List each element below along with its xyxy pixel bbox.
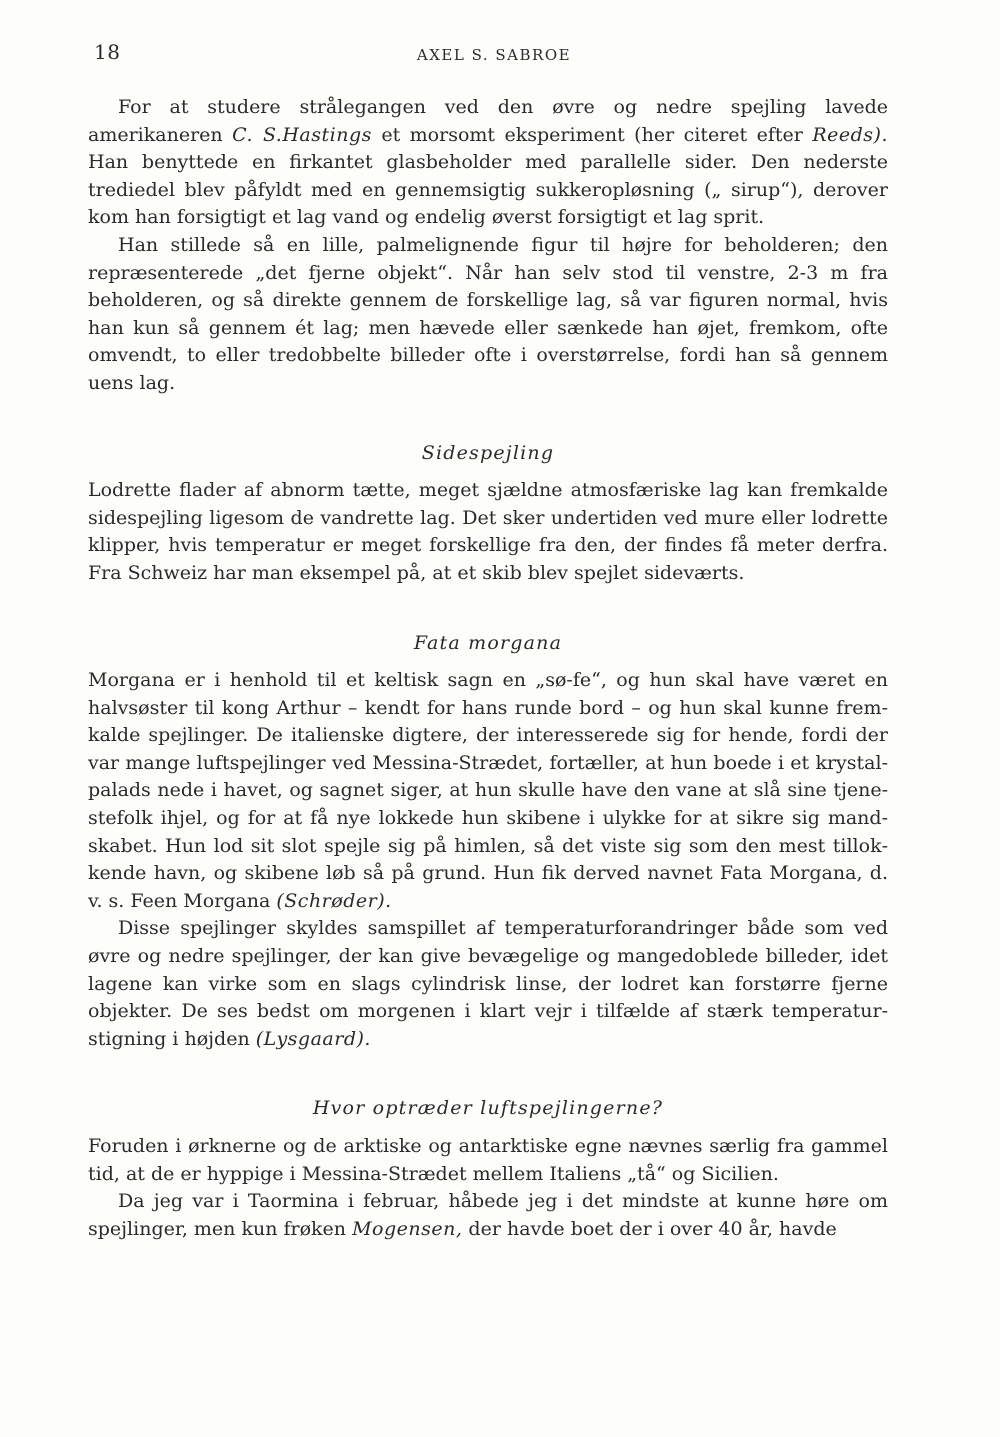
author-reference-hastings: C. S.Hastings	[232, 123, 372, 146]
text-run: Morgana er i henhold til et keltisk sagn en „sø-fe“, og hun skal have været en halvsøster til kong Arthur – kendt for hans runde bord – og hun skal kunne fremkalde spejlinger. De italienske digtere, der interesserede sig for hende, fordi der var mange luftspejlinger ved Messina-Strædet, fortæller, at hun boede i et krystalpalads nede i havet, og sagnet siger, at hun skulle have den vane at slå sine tjenestefolk ihjel, og for at få nye lokkede hun skibene i ulykke for at sikre sig mandskabet. Hun lod sit slot spejle sig på himlen, så det viste sig som den mest tillokkende havn, og skibene løb så på grund. Hun fik derved navnet Fata Morgana, d. v. s. Feen Morgana	[88, 669, 888, 912]
body-text	[88, 94, 888, 1243]
text-run: Disse spejlinger skyldes samspillet af temperaturforandringer både som ved øvre og nedre spejlinger, der kan give bevægelige og mangedoblede billeder, idet lagene kan virke som en slags cylindrisk linse, der lodret kan forstørre fjerne objekter. De ses bedst om morgenen i klart vejr i tilfælde af stærk temperaturstigning i højden	[88, 917, 888, 1050]
page-number: 18	[94, 40, 121, 64]
paragraph-taormina	[88, 1188, 888, 1243]
paragraph-hastings-experiment	[88, 94, 888, 232]
section-heading-sidespejling: Sidespejling	[421, 441, 555, 464]
text-run: et morsomt eksperiment (her citeret efter	[371, 123, 813, 146]
paragraph-sidespejling: Lodrette flader af abnorm tætte, meget sjældne atmosfæriske lag kan fremkalde sidespejling ligesom de vandrette lag. Det sker undertiden ved mure eller lodrette klipper, hvis temperatur er meget forskellige fra den, der findes få meter derfra. Fra Schweiz har man eksempel på, at et skib blev spejlet sideværts.	[88, 479, 888, 584]
author-reference-reeds: Reeds).	[812, 123, 888, 146]
text-run: der havde boet der i over 40 år, havde	[462, 1217, 837, 1240]
paragraph-temperature-changes	[88, 915, 888, 1053]
author-reference-lysgaard: (Lysgaard).	[255, 1027, 371, 1050]
person-name-mogensen: Mogensen,	[352, 1217, 463, 1240]
running-title: AXEL S. SABROE	[416, 46, 572, 64]
text-run: Han benyttede en firkantet glasbeholder med parallelle sider. Den nederste trediedel blev påfyldt med en gennemsigtig sukkeropløsning („ sirup“), derover kom han forsigtigt et lag vand og endelig øverst forsigtigt et lag sprit.	[88, 151, 888, 229]
text-run: For at studere strålegangen ved den øvre og nedre spejling lavede amerikaneren	[88, 96, 888, 146]
paragraph-palm-figure: Han stillede så en lille, palmelignende figur til højre for beholderen; den repræsenterede „det fjerne objekt“. Når han selv stod til venstre, 2-3 m fra beholderen, og så direkte gennem de forskellige lag, så var figuren normal, hvis han kun så gennem ét lag; men hævede eller sænkede han øjet, fremkom, ofte omvendt, to eller tredobbelte billeder ofte i overstørrelse, fordi han så gennem uens lag.	[88, 233, 888, 394]
section-heading-fata-morgana: Fata morgana	[413, 631, 563, 654]
paragraph-messina: Foruden i ørknerne og de arktiske og antarktiske egne nævnes særlig fra gammel tid, at de er hyppige i Messina-Strædet mellem Italiens „tå“ og Sicilien.	[88, 1135, 888, 1185]
section-heading-hvor-optraeder: Hvor optræder luftspejlingerne?	[312, 1097, 664, 1120]
paragraph-morgana-legend	[88, 667, 888, 915]
running-head	[94, 40, 894, 70]
author-reference-schroder: (Schrøder).	[276, 889, 392, 912]
text-run: Da jeg var i Taormina i februar, håbede jeg i det mindste at kunne høre om spejlinger, men kun frøken	[88, 1190, 888, 1240]
